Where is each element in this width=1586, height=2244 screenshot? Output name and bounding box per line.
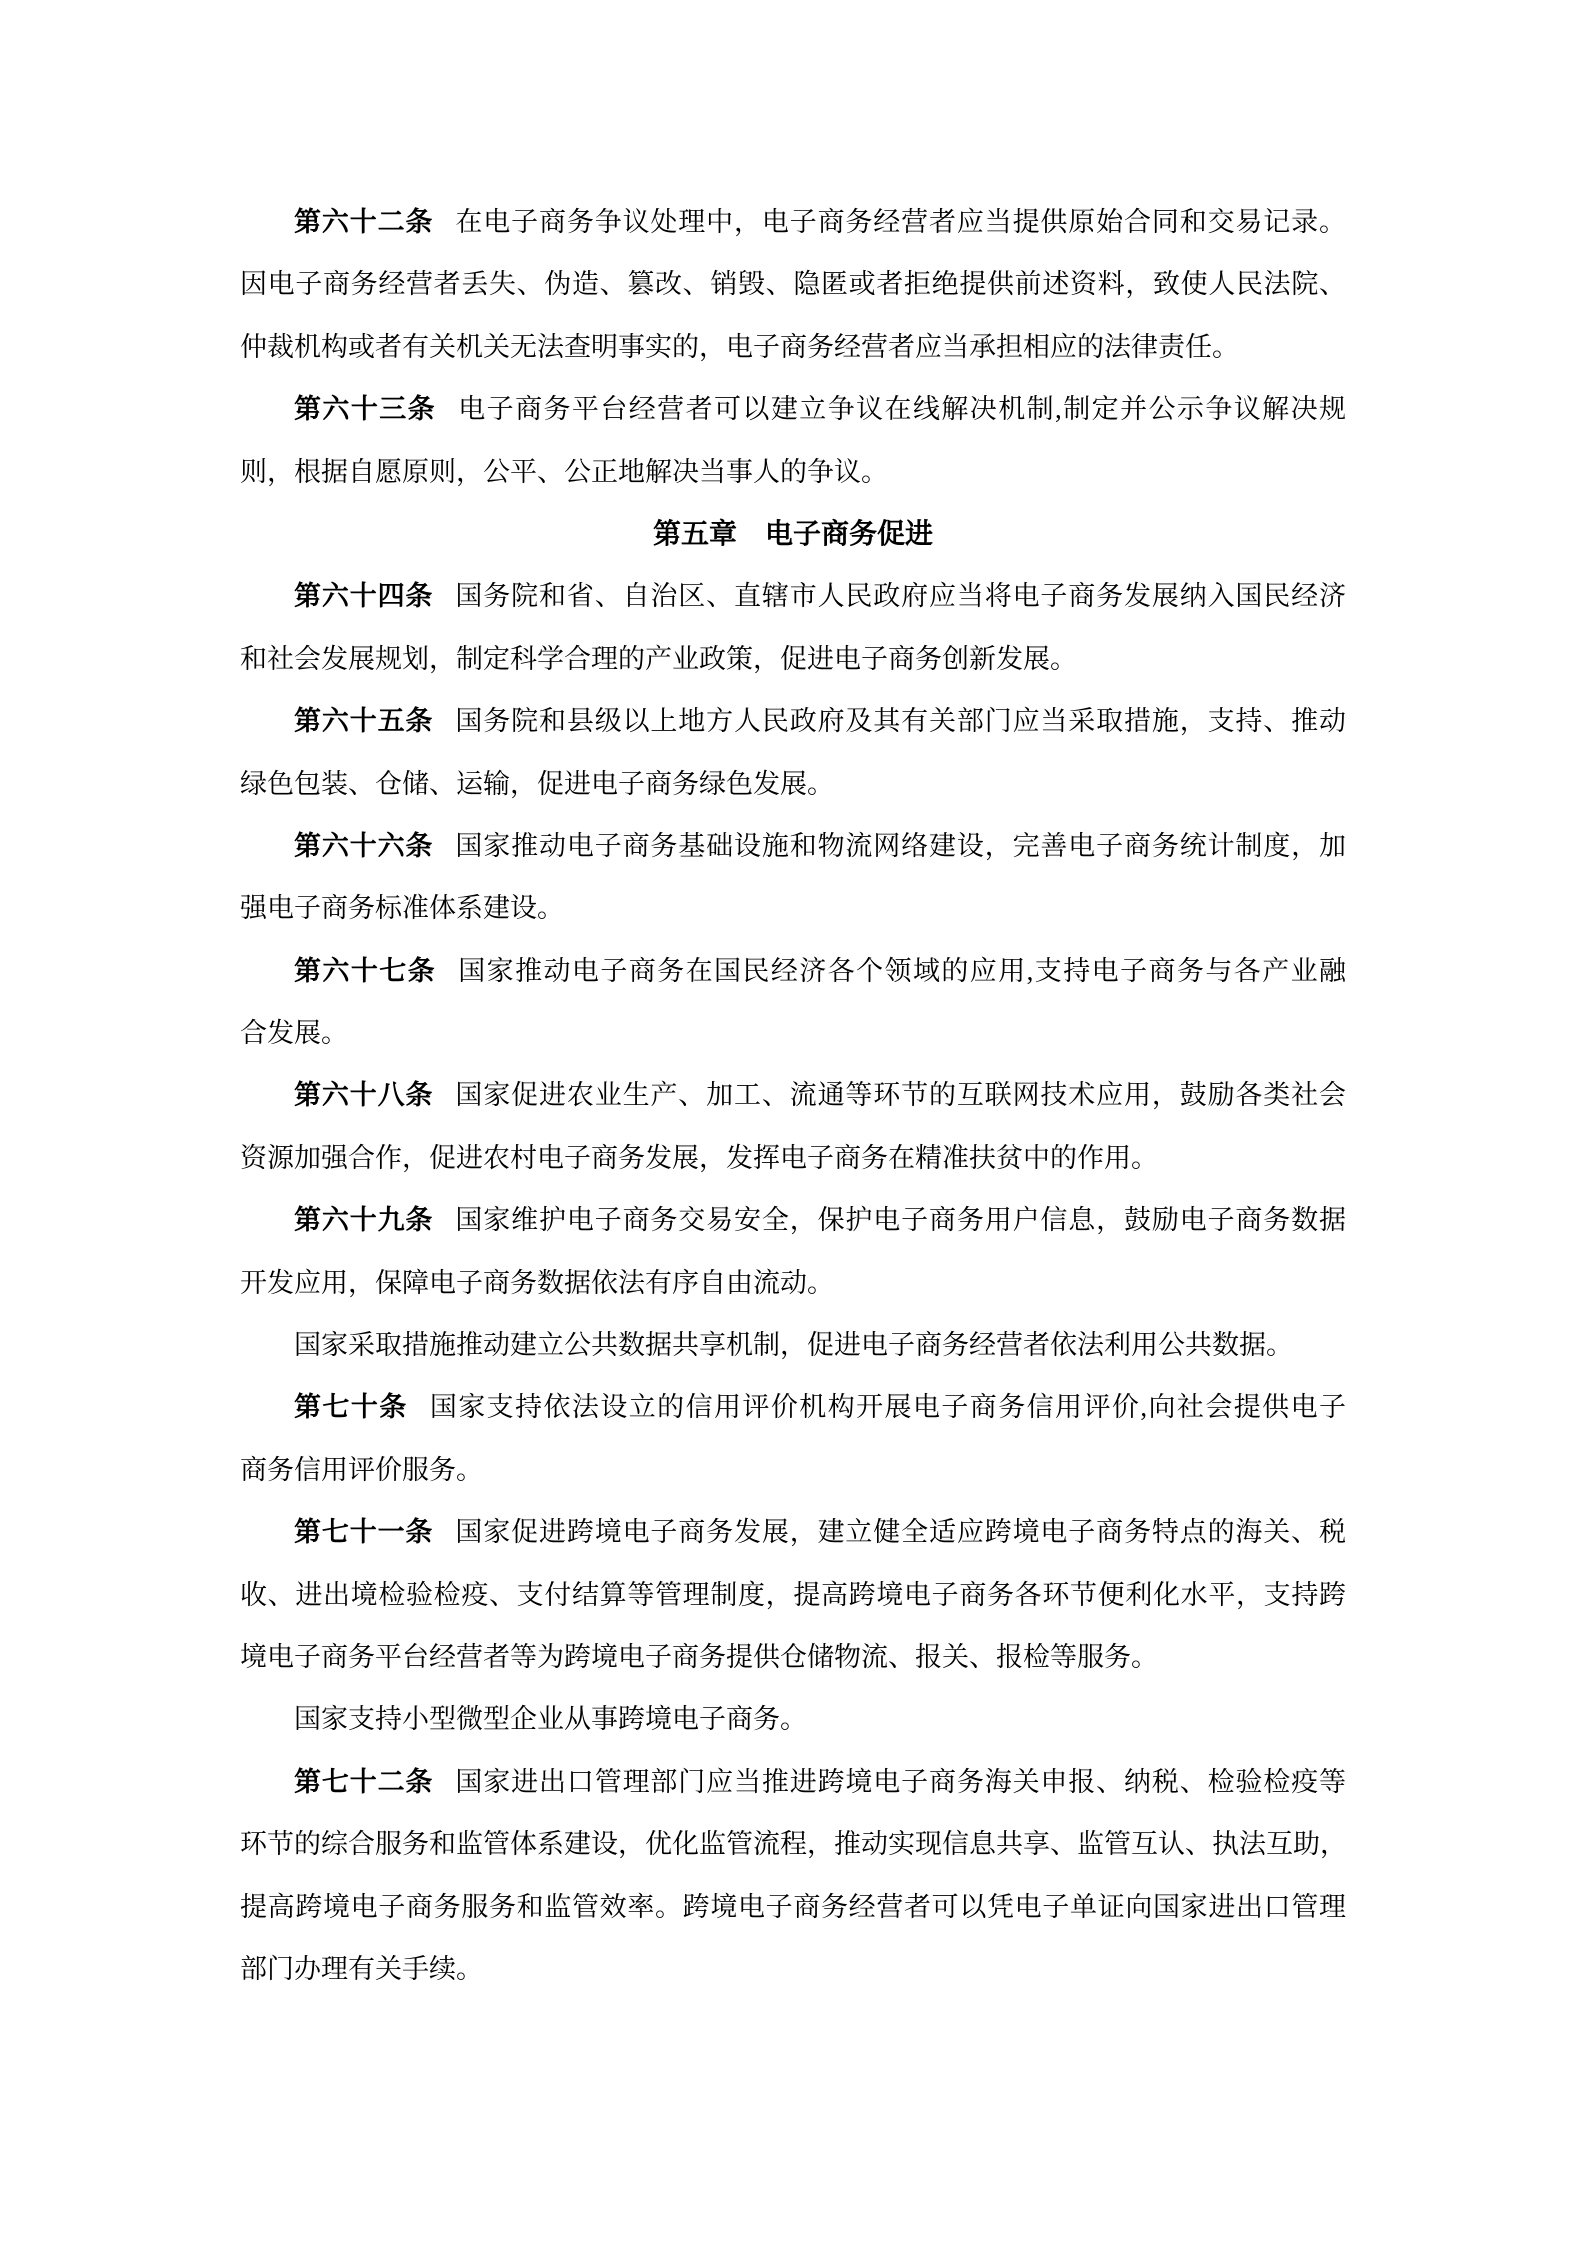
- text-line: [240, 1064, 1346, 1126]
- text-line: [240, 1127, 1346, 1189]
- line-text: 收、进出境检验检疫、支付结算等管理制度，提高跨境电子商务各环节便利化水平，支持跨: [240, 1579, 1346, 1610]
- text-line: [240, 378, 1346, 440]
- line-text: 国务院和县级以上地方人民政府及其有关部门应当采取措施，支持、推动: [455, 706, 1347, 737]
- line-text: 环节的综合服务和监管体系建设，优化监管流程，推动实现信息共享、监管互认、执法互助，: [240, 1829, 1347, 1860]
- chapter-heading-text: 第五章 电子商务促进: [652, 517, 933, 549]
- line-text: 国家采取措施推动建立公共数据共享机制，促进电子商务经营者依法利用公共数据。: [294, 1330, 1293, 1361]
- article-number-label: 第六十二条: [294, 207, 434, 237]
- line-text: 强电子商务标准体系建设。: [240, 893, 564, 924]
- line-text: 仲裁机构或者有关机关无法查明事实的，电子商务经营者应当承担相应的法律责任。: [240, 331, 1239, 362]
- article-number-label: 第六十八条: [294, 1080, 434, 1111]
- line-text: 国家支持小型微型企业从事跨境电子商务。: [294, 1704, 807, 1735]
- line-text: 国家支持依法设立的信用评价机构开展电子商务信用评价,向社会提供电子: [429, 1392, 1347, 1423]
- text-line: [240, 1252, 1346, 1314]
- text-line: [240, 815, 1346, 877]
- line-text: 国家推动电子商务在国民经济各个领域的应用,支持电子商务与各产业融: [458, 955, 1347, 986]
- text-line: [240, 1688, 1346, 1750]
- article-number-label: 第七十一条: [294, 1517, 434, 1548]
- line-text: 国家进出口管理部门应当推进跨境电子商务海关申报、纳税、检验检疫等: [455, 1766, 1347, 1797]
- line-text: 商务信用评价服务。: [240, 1454, 483, 1485]
- text-line: [240, 690, 1346, 752]
- line-text: 因电子商务经营者丢失、伪造、篡改、销毁、隐匿或者拒绝提供前述资料，致使人民法院、: [240, 269, 1346, 300]
- text-line: [240, 1314, 1346, 1376]
- article-number-label: 第六十三条: [294, 394, 437, 425]
- text-line: [240, 1876, 1346, 1938]
- text-line: [240, 1439, 1346, 1501]
- line-text: 国家维护电子商务交易安全，保护电子商务用户信息，鼓励电子商务数据: [455, 1205, 1347, 1236]
- line-text: 绿色包装、仓储、运输，促进电子商务绿色发展。: [240, 768, 834, 799]
- text-line: [240, 191, 1346, 253]
- article-number-label: 第六十四条: [294, 581, 434, 612]
- text-line: [240, 316, 1346, 378]
- text-line: [240, 1626, 1346, 1688]
- line-text: 电子商务平台经营者可以建立争议在线解决机制,制定并公示争议解决规: [458, 394, 1347, 425]
- line-text: 提高跨境电子商务服务和监管效率。跨境电子商务经营者可以凭电子单证向国家进出口管理: [240, 1891, 1346, 1922]
- article-number-label: 第六十九条: [294, 1205, 434, 1236]
- text-line: [240, 441, 1346, 503]
- text-line: [240, 753, 1346, 815]
- text-line: [240, 1501, 1346, 1563]
- article-number-label: 第六十六条: [294, 830, 434, 861]
- line-text: 部门办理有关手续。: [240, 1953, 483, 1984]
- text-line: [240, 1376, 1346, 1438]
- text-line: [240, 940, 1346, 1002]
- line-text: 国务院和省、自治区、直辖市人民政府应当将电子商务发展纳入国民经济: [455, 581, 1347, 612]
- line-text: 国家推动电子商务基础设施和物流网络建设，完善电子商务统计制度，加: [455, 830, 1347, 861]
- text-line: [240, 1189, 1346, 1251]
- text-line: [240, 253, 1346, 315]
- text-line: [240, 1813, 1346, 1875]
- line-text: 境电子商务平台经营者等为跨境电子商务提供仓储物流、报关、报检等服务。: [240, 1641, 1158, 1672]
- line-text: 国家促进农业生产、加工、流通等环节的互联网技术应用，鼓励各类社会: [455, 1080, 1347, 1111]
- article-number-label: 第六十七条: [294, 955, 437, 986]
- line-text: 则，根据自愿原则，公平、公正地解决当事人的争议。: [240, 456, 888, 487]
- text-line: [240, 565, 1346, 627]
- line-text: 开发应用，保障电子商务数据依法有序自由流动。: [240, 1267, 834, 1298]
- line-text: 合发展。: [240, 1018, 348, 1049]
- text-line: [240, 1938, 1346, 2000]
- chapter-heading: [240, 503, 1346, 565]
- text-line: [240, 628, 1346, 690]
- article-number-label: 第七十二条: [294, 1766, 434, 1797]
- line-text: 资源加强合作，促进农村电子商务发展，发挥电子商务在精准扶贫中的作用。: [240, 1142, 1158, 1173]
- article-number-label: 第六十五条: [294, 706, 434, 737]
- text-line: [240, 1002, 1346, 1064]
- line-text: 国家促进跨境电子商务发展，建立健全适应跨境电子商务特点的海关、税: [455, 1517, 1347, 1548]
- text-line: [240, 1564, 1346, 1626]
- line-text: 在电子商务争议处理中，电子商务经营者应当提供原始合同和交易记录。: [455, 207, 1347, 237]
- article-number-label: 第七十条: [294, 1392, 408, 1423]
- text-line: [240, 1751, 1346, 1813]
- line-text: 和社会发展规划，制定科学合理的产业政策，促进电子商务创新发展。: [240, 643, 1077, 674]
- text-line: [240, 877, 1346, 939]
